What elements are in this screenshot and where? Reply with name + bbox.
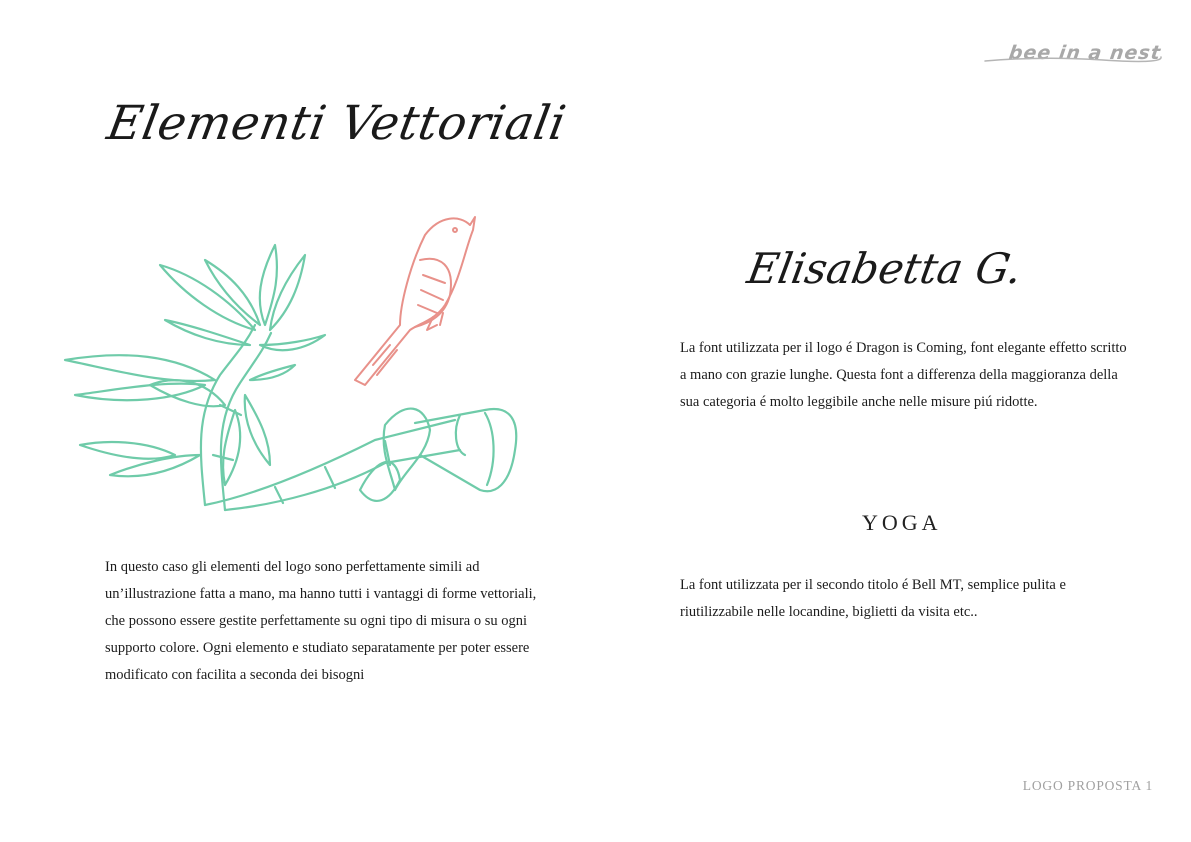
brand-logo: bee in a nest [1007, 42, 1163, 64]
left-description-paragraph: In questo caso gli elementi del logo sono perfettamente simili ad un’illustrazione fatta a mano, ma hanno tutti i vantaggi di forme vettoriali, che possono essere gestite perfettamente su ogni tipo di misura o su ogni supporto colore. Ogni elemento e studiato separatamente per poter essere modificato con facilita a seconda dei bisogni [105, 559, 537, 683]
main-title: Elementi Vettoriali [103, 96, 571, 151]
brand-underline-stroke [983, 52, 1163, 66]
logo-font-paragraph: La font utilizzata per il logo é Dragon is Coming, font elegante effetto scritto a mano con grazie lunghe. Questa font a differenza della maggioranza della sua categoria é molto leggibile anche nelle misure piú ridotte. [680, 340, 1127, 410]
subtitle-yoga: YOGA [862, 510, 942, 535]
page-footer: LOGO PROPOSTA 1 [1022, 778, 1153, 793]
bird-on-bamboo-icon [55, 205, 535, 525]
subtitle-font-paragraph: La font utilizzata per il secondo titolo é Bell MT, semplice pulita e riutilizzabile nelle locandine, biglietti da visita etc.. [680, 577, 1066, 620]
logo-name-title: Elisabetta G. [743, 244, 1026, 293]
